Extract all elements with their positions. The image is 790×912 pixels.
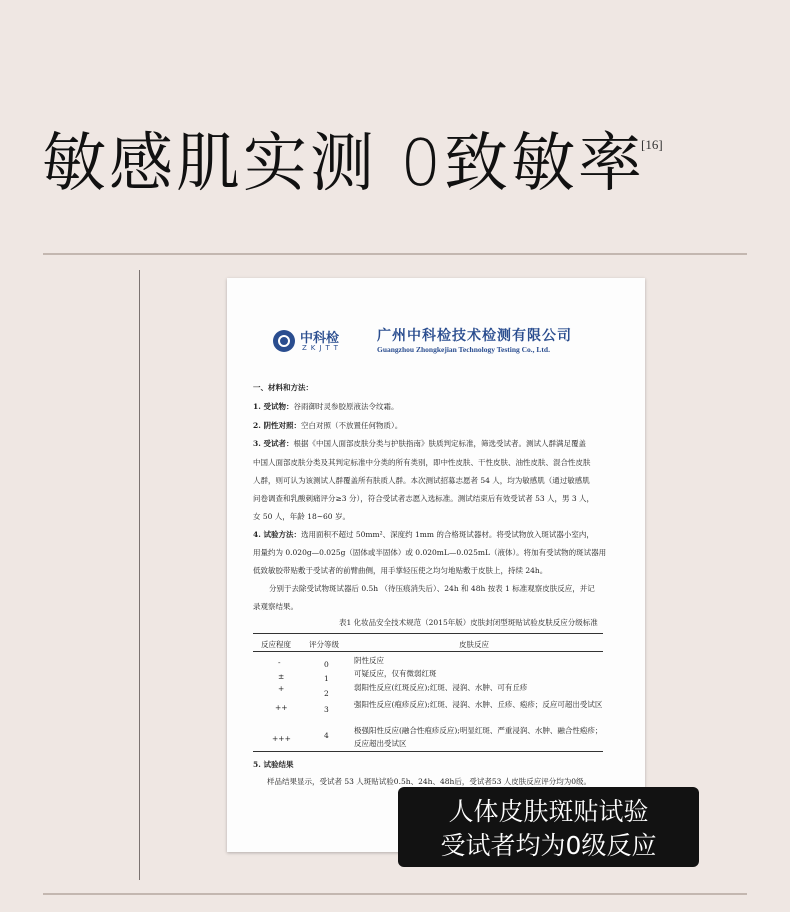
subjects-line: 女 50 人，年龄 18~60 岁。 [253,512,350,521]
left-vertical-line [139,270,140,880]
subjects-line: 人群，则可认为该测试人群覆盖所有肤质人群。本次测试招募志愿者 54 人，均为敏感肌（通过敏感肌 [253,476,590,485]
headline-title: 敏感肌实测 0致敏率 [42,127,646,201]
table-cell-degree: ++ [275,703,288,712]
method-line: 用量约为 0.020g—0.025g（固体或半固体）或 0.020mL—0.025mL（液体）。将加有受试物的斑试器用 [253,548,607,557]
item-method: 4. 试验方法：选用面积不超过 50mm²、深度约 1mm 的合格斑试器材。将受试物放入斑试器小室内， [253,530,594,539]
item-negative-control: 2. 阴性对照：空白对照（不放置任何物质）。 [253,421,403,430]
bottom-divider [43,893,747,895]
company-name-chinese: 广州中科检技术检测有限公司 [377,328,572,344]
result-heading: 5. 试验结果 [253,760,294,769]
table-cell-reaction: 强阳性反应(疱疹反应);红斑、浸润、水肿、丘疹、疱疹；反应可超出受试区 [354,700,603,709]
company-logo-icon [273,330,295,352]
table-cell-score: 2 [324,689,329,698]
table-cell-score: 3 [324,705,329,714]
test-report-document [227,278,645,852]
table-cell-score: 1 [324,674,329,683]
subjects-line: 问卷调查和乳酸刺痛评分≥3 分），符合受试者志愿入选标准。测试结束后有效受试者 53 人，男 3 人， [253,494,595,503]
method-line: 分别于去除受试物斑试器后 0.5h （待压痕消失后）、24h 和 48h 按表 1 标准观察皮肤反应，并记 [269,584,595,593]
table-cell-score: 4 [324,731,329,740]
table-header-reaction: 皮肤反应 [459,640,489,649]
table-caption: 表1 化妆品安全技术规范（2015年版）皮肤封闭型斑贴试验皮肤反应分级标准 [339,618,598,627]
table-bottom-rule [253,751,603,752]
table-cell-reaction: 弱阳性反应(红斑反应);红斑、浸润、水肿、可有丘疹 [354,683,528,692]
table-header-degree: 反应程度 [261,640,291,649]
table-cell-degree: +++ [272,734,291,743]
logo-english: ZKJTT [302,344,342,352]
company-name-english: Guangzhou Zhongkejian Technology Testing Co., Ltd. [377,345,550,354]
table-cell-reaction: 极强阳性反应(融合性疱疹反应);明显红斑、严重浸润、水肿、融合性疱疹；反应超出受试区 [354,726,603,748]
table-cell-reaction: 可疑反应，仅有微弱红斑 [354,669,437,678]
table-cell-score: 0 [324,660,329,669]
section-heading: 一、材料和方法： [253,383,313,392]
table-cell-degree: + [278,684,285,693]
subjects-line: 中国人面部皮肤分类及其判定标准中分类的所有类别，即中性皮肤、干性皮肤、油性皮肤、混合性皮肤 [253,458,591,467]
method-line: 低致敏胶带贴敷于受试者的前臂曲侧，用手掌轻压使之均匀地贴敷于皮肤上，持续 24h。 [253,566,548,575]
badge-line-2: 受试者均为0级反应 [440,831,657,860]
table-header-rule [253,651,603,652]
top-divider [43,253,747,255]
reference-marker: [16] [641,137,663,152]
table-header-score: 评分等级 [309,640,339,649]
badge-line-1: 人体皮肤斑贴试验 [448,797,649,826]
table-cell-reaction: 阴性反应 [354,656,384,665]
result-badge [398,787,699,867]
item-subjects: 3. 受试者：根据《中国人面部皮肤分类与护肤指南》肤质判定标准，筛选受试者。测试人群满足覆盖 [253,439,586,448]
logo-chinese: 中科检 [300,331,340,346]
table-top-rule [253,633,603,634]
result-text: 样品结果显示，受试者 53 人斑贴试验0.5h、24h、48h后，受试者53 人皮肤反应评分均为0级。 [267,777,592,786]
item-test-substance: 1. 受试物：谷雨御时灵参胶原液法令纹霜。 [253,402,399,411]
table-cell-degree: - [278,658,281,667]
method-line: 录观察结果。 [253,602,298,611]
table-cell-degree: ± [278,672,285,681]
